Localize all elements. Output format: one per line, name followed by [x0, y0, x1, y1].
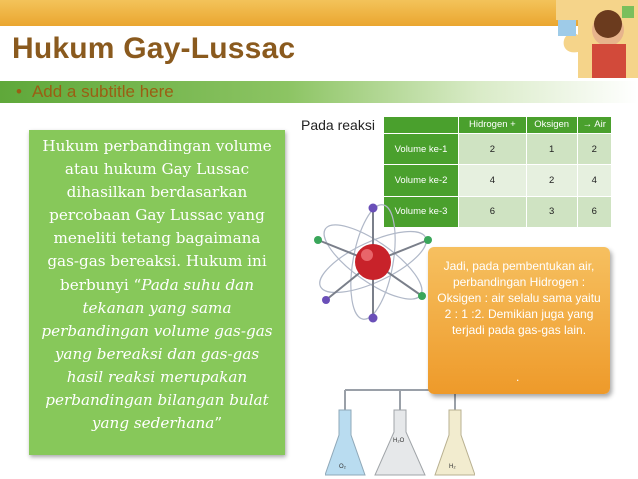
- table-cell: 2: [526, 165, 577, 196]
- table-header-water: → Air: [577, 117, 611, 134]
- table-row: [384, 165, 612, 196]
- conclusion-text: Jadi, pada pembentukan air, perbandingan Hidrogen : Oksigen : air selalu sama yaitu 2 : 1 :2. Demikian juga yang terjadi pada gas-gas lain.: [437, 259, 601, 337]
- table-cell: 6: [459, 196, 527, 227]
- law-quote-line: perbandingan volume gas-gas: [41, 321, 273, 340]
- row-label: Volume ke-3: [384, 196, 459, 227]
- flasks-illustration: [325, 380, 475, 479]
- bullet-icon: •: [16, 82, 22, 101]
- definition-line: dihasilkan berdasarkan: [66, 183, 248, 202]
- table-cell: 2: [459, 134, 527, 165]
- definition-line: meneliti tetang bagaimana: [53, 229, 261, 248]
- table-header-hydrogen: Hidrogen +: [459, 117, 527, 134]
- definition-line: percobaan Gay Lussac yang: [49, 206, 265, 225]
- definition-line: atau hukum Gay Lussac: [64, 160, 250, 179]
- law-quote-line: yang bereaksi dan gas-gas: [54, 344, 260, 363]
- definition-text: [33, 135, 281, 435]
- row-label: Volume ke-1: [384, 134, 459, 165]
- table-cell: 6: [577, 196, 611, 227]
- table-header-corner: [384, 117, 459, 134]
- flask-label-water: H₂O: [393, 438, 405, 444]
- flask-label-oxygen: O₂: [339, 464, 346, 470]
- law-quote-line: tekanan yang sama: [82, 298, 232, 317]
- subtitle-placeholder[interactable]: [16, 82, 174, 102]
- table-cell: 1: [526, 134, 577, 165]
- conclusion-dot: .: [516, 370, 520, 384]
- quote-prefix: berbunyi “: [59, 275, 142, 294]
- table-cell: 3: [526, 196, 577, 227]
- flask-label-hydrogen: H₂: [449, 464, 456, 470]
- law-quote-line: perbandingan bilangan bulat: [45, 391, 269, 410]
- subtitle-text: Add a subtitle here: [31, 82, 174, 101]
- slide-title: Hukum Gay-Lussac: [12, 32, 296, 65]
- reaction-label: Pada reaksi: [301, 117, 375, 133]
- definition-line: [33, 412, 281, 435]
- table-row: [384, 134, 612, 165]
- atom-model-image: [308, 200, 438, 330]
- law-quote-start: Pada suhu dan: [141, 275, 255, 294]
- table-header-oxygen: Oksigen: [526, 117, 577, 134]
- table-cell: 4: [577, 165, 611, 196]
- row-label: Volume ke-2: [384, 165, 459, 196]
- quote-suffix: ”: [214, 414, 223, 433]
- table-cell: 4: [459, 165, 527, 196]
- puzzle-photo-graphic: [538, 0, 638, 78]
- law-quote-end: yang sederhana: [91, 414, 215, 433]
- definition-line: Hukum perbandingan volume: [42, 137, 272, 155]
- law-quote-line: hasil reaksi merupakan: [66, 367, 248, 386]
- table-cell: 2: [577, 134, 611, 165]
- definition-line: gas-gas bereaksi. Hukum ini: [47, 252, 267, 271]
- definition-line: [33, 274, 281, 297]
